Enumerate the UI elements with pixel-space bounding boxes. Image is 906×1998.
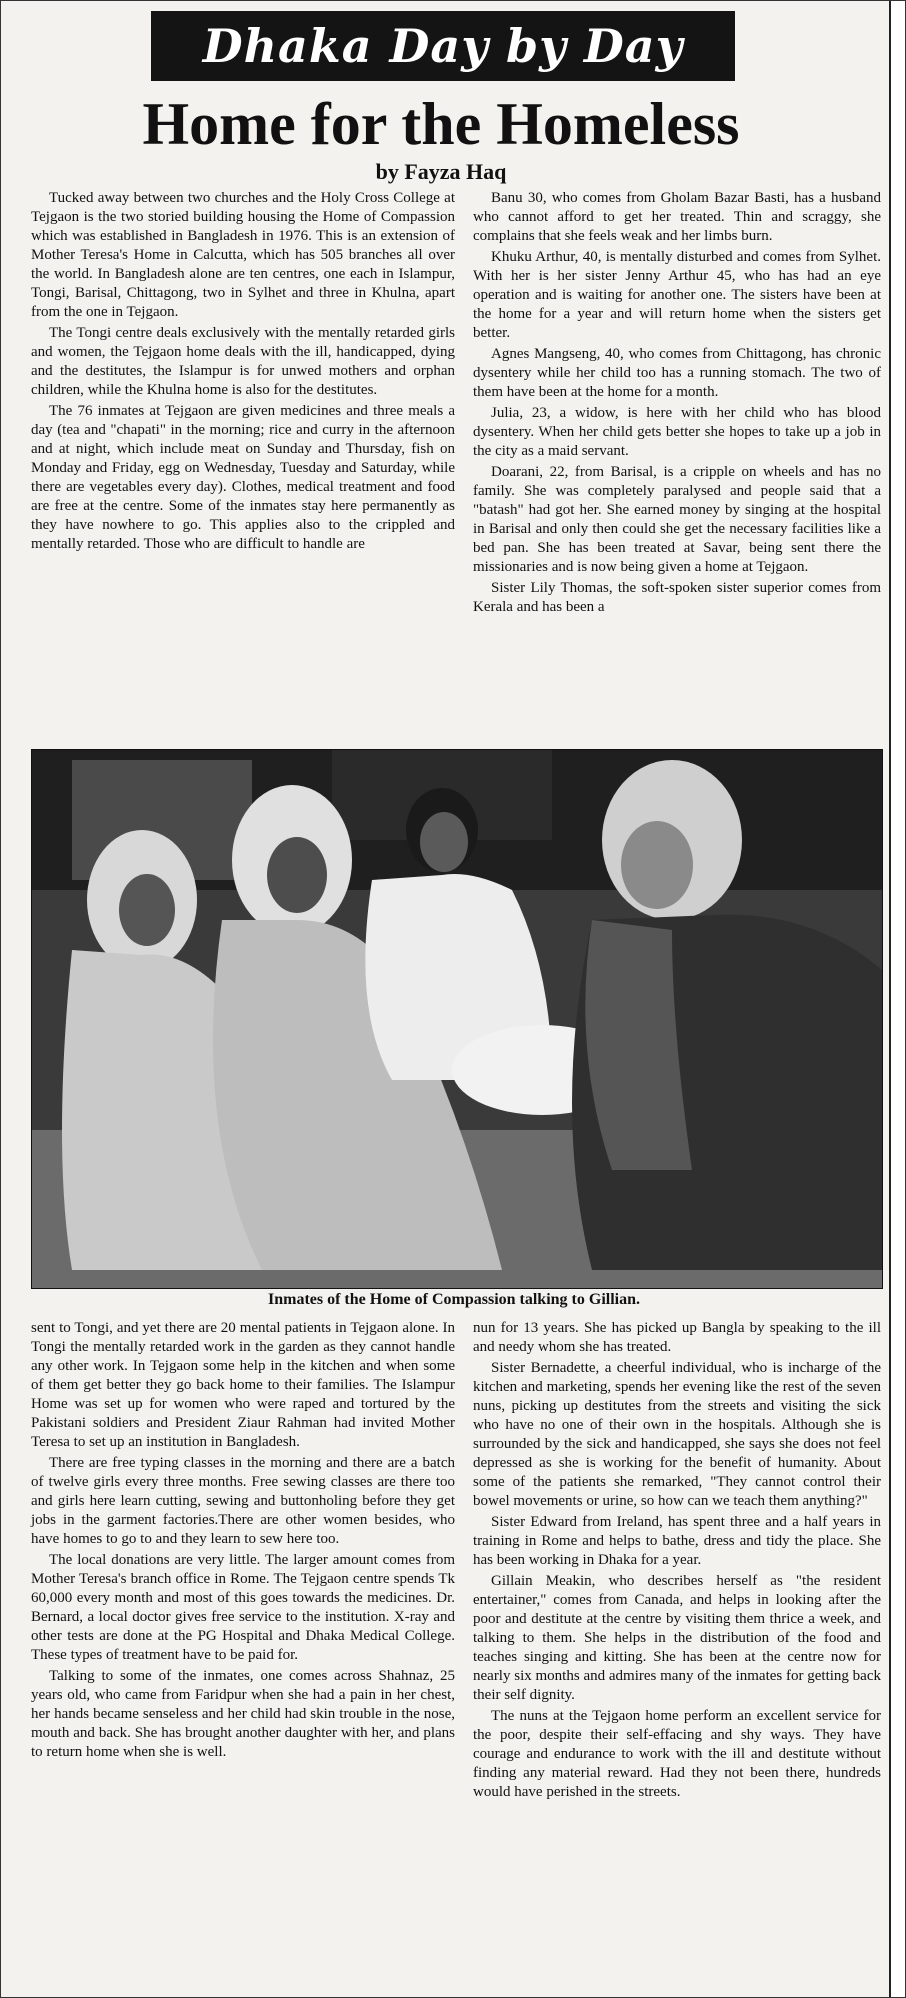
paragraph: Gillain Meakin, who describes herself as "the resident entertainer," comes from Canada, and helps in looking after the poor and destitute at the centre by visiting them thrice a week, and talking to them. She helps in the distribution of the food and teaches singing and kitting. She has been at the centre now for nearly six months and admires many of the inmates for getting back their self dignity. (473, 1573, 881, 1703)
paragraph: Julia, 23, a widow, is here with her child who has blood dysentery. When her child gets better she hopes to take up a job in the city as a maid servant. (473, 405, 881, 459)
paragraph: The nuns at the Tejgaon home perform an excellent service for the poor, despite their self-effacing and shy ways. They have courage and endurance to work with the ill and destitute without finding any material reward. Had they not been there, hundreds would have perished in the streets. (473, 1708, 881, 1800)
paragraph: Doarani, 22, from Barisal, is a cripple on wheels and has no family. She was completely paralysed and people said that a "batash" had got her. She earned money by singing at the hospital in Barisal and only then could she get the necessary facilities like a bed pan. She has been treated at Savar, being sent there the missionaries and is now being given a home at Tejgaon. (473, 464, 881, 575)
paragraph: The 76 inmates at Tejgaon are given medicines and three meals a day (tea and "chapati" in the morning; rice and curry in the afternoon and at night, which include meat on Sunday and Thursday, fish on Monday and Friday, egg on Wednesday, Tuesday and Saturday, while there are vegetables every day). Clothes, medical treatment and food are free at the centre. Some of the inmates stay here permanently as they have nowhere to go. This applies also to the crippled and mentally retarded. Those who are difficult to handle are (31, 403, 455, 552)
paragraph: There are free typing classes in the morning and there are a batch of twelve girls every three months. Free sewing classes are there too and girls here learn cutting, sewing and buttonholing before they get jobs in the garment factories.There are other women besides, who have homes to go to and they learn to sew here too. (31, 1455, 455, 1547)
photo-illustration (32, 750, 882, 1288)
scan-edge (889, 1, 905, 1997)
column-banner-text: Dhaka Day by Day (202, 19, 684, 73)
article-column-upper-right (473, 189, 881, 745)
paragraph: Khuku Arthur, 40, is mentally disturbed and comes from Sylhet. With her is her sister Jenny Arthur 45, who has had an eye operation and is waiting for another one. The sisters have been at the home for a year and will return home when the sisters get better. (473, 249, 881, 341)
paragraph: sent to Tongi, and yet there are 20 mental patients in Tejgaon alone. In Tongi the mentally retarded work in the garden as they cannot handle any other work. In Tejgaon some help in the kitchen and when some of them get better they go back home to their families. The Islampur Home was set up for women who were raped and tortured by the Pakistani soldiers and President Ziaur Rahman had invited Mother Teresa to set up an institution in Bangladesh. (31, 1320, 455, 1450)
paragraph: Sister Edward from Ireland, has spent three and a half years in training in Rome and helps to bathe, dress and tidy the place. She has been working in Dhaka for a year. (473, 1514, 881, 1568)
paragraph: Sister Lily Thomas, the soft-spoken sister superior comes from Kerala and has been a (473, 580, 881, 615)
paragraph: Tucked away between two churches and the Holy Cross College at Tejgaon is the two storied building housing the Home of Compassion which was established in Bangladesh in 1976. This is an extension of Mother Teresa's Home in Calcutta, which has 505 branches all over the world. In Bangladesh alone are ten centres, one each in Islampur, Tongi, Barisal, Chittagong, two in Sylhet and three in Khulna, apart from the one in Tejgaon. (31, 190, 455, 320)
article-column-lower-left (31, 1319, 455, 1991)
headline: Home for the Homeless (142, 91, 740, 157)
byline: by Fayza Haq (375, 159, 507, 184)
column-banner (151, 11, 735, 81)
article-column-lower-right (473, 1319, 881, 1991)
paragraph: Banu 30, who comes from Gholam Bazar Basti, has a husband who cannot afford to get her treated. Thin and scraggy, she complains that she feels weak and her limbs burn. (473, 190, 881, 244)
paragraph: Agnes Mangseng, 40, who comes from Chittagong, has chronic dysentery while her child too has a running stomach. The two of them have been at the home for a month. (473, 346, 881, 400)
paragraph: The local donations are very little. The larger amount comes from Mother Teresa's branch office in Rome. The Tejgaon centre spends Tk 60,000 every month and most of this goes towards the medicines. Dr. Bernard, a local doctor gives free service to the institution. X-ray and other tests are done at the PG Hospital and Dhaka Medical College. These types of treatment have to be paid for. (31, 1552, 455, 1663)
paragraph: nun for 13 years. She has picked up Bangla by speaking to the ill and needy whom she has treated. (473, 1320, 881, 1355)
article-column-upper-left (31, 189, 455, 745)
photo-caption: Inmates of the Home of Compassion talking to Gillian. (267, 1291, 640, 1308)
paragraph: Sister Bernadette, a cheerful individual, who is incharge of the kitchen and marketing, spends her evening like the rest of the seven nuns, picking up destitutes from the streets and visiting the sick who have no one of their own in the hospitals. Although she is surrounded by the sick and handicapped, she says she does not feel depressed as she is working for the benefit of humanity. About some of the patients she remarked, "They cannot control their bowel movements or urine, so how can we teach them anything?" (473, 1360, 881, 1509)
paragraph: The Tongi centre deals exclusively with the mentally retarded girls and women, the Tejgaon home deals with the ill, handicapped, dying and the destitutes, the Islampur is for unwed mothers and orphan children, while the Khulna home is also for the destitutes. (31, 325, 455, 398)
paragraph: Talking to some of the inmates, one comes across Shahnaz, 25 years old, who came from Faridpur when she had a pain in her chest, her hands became senseless and her child had skin trouble in the nose, mouth and back. She has brought another daughter with her, and plans to return home when she is well. (31, 1668, 455, 1760)
article-photo (31, 749, 883, 1289)
